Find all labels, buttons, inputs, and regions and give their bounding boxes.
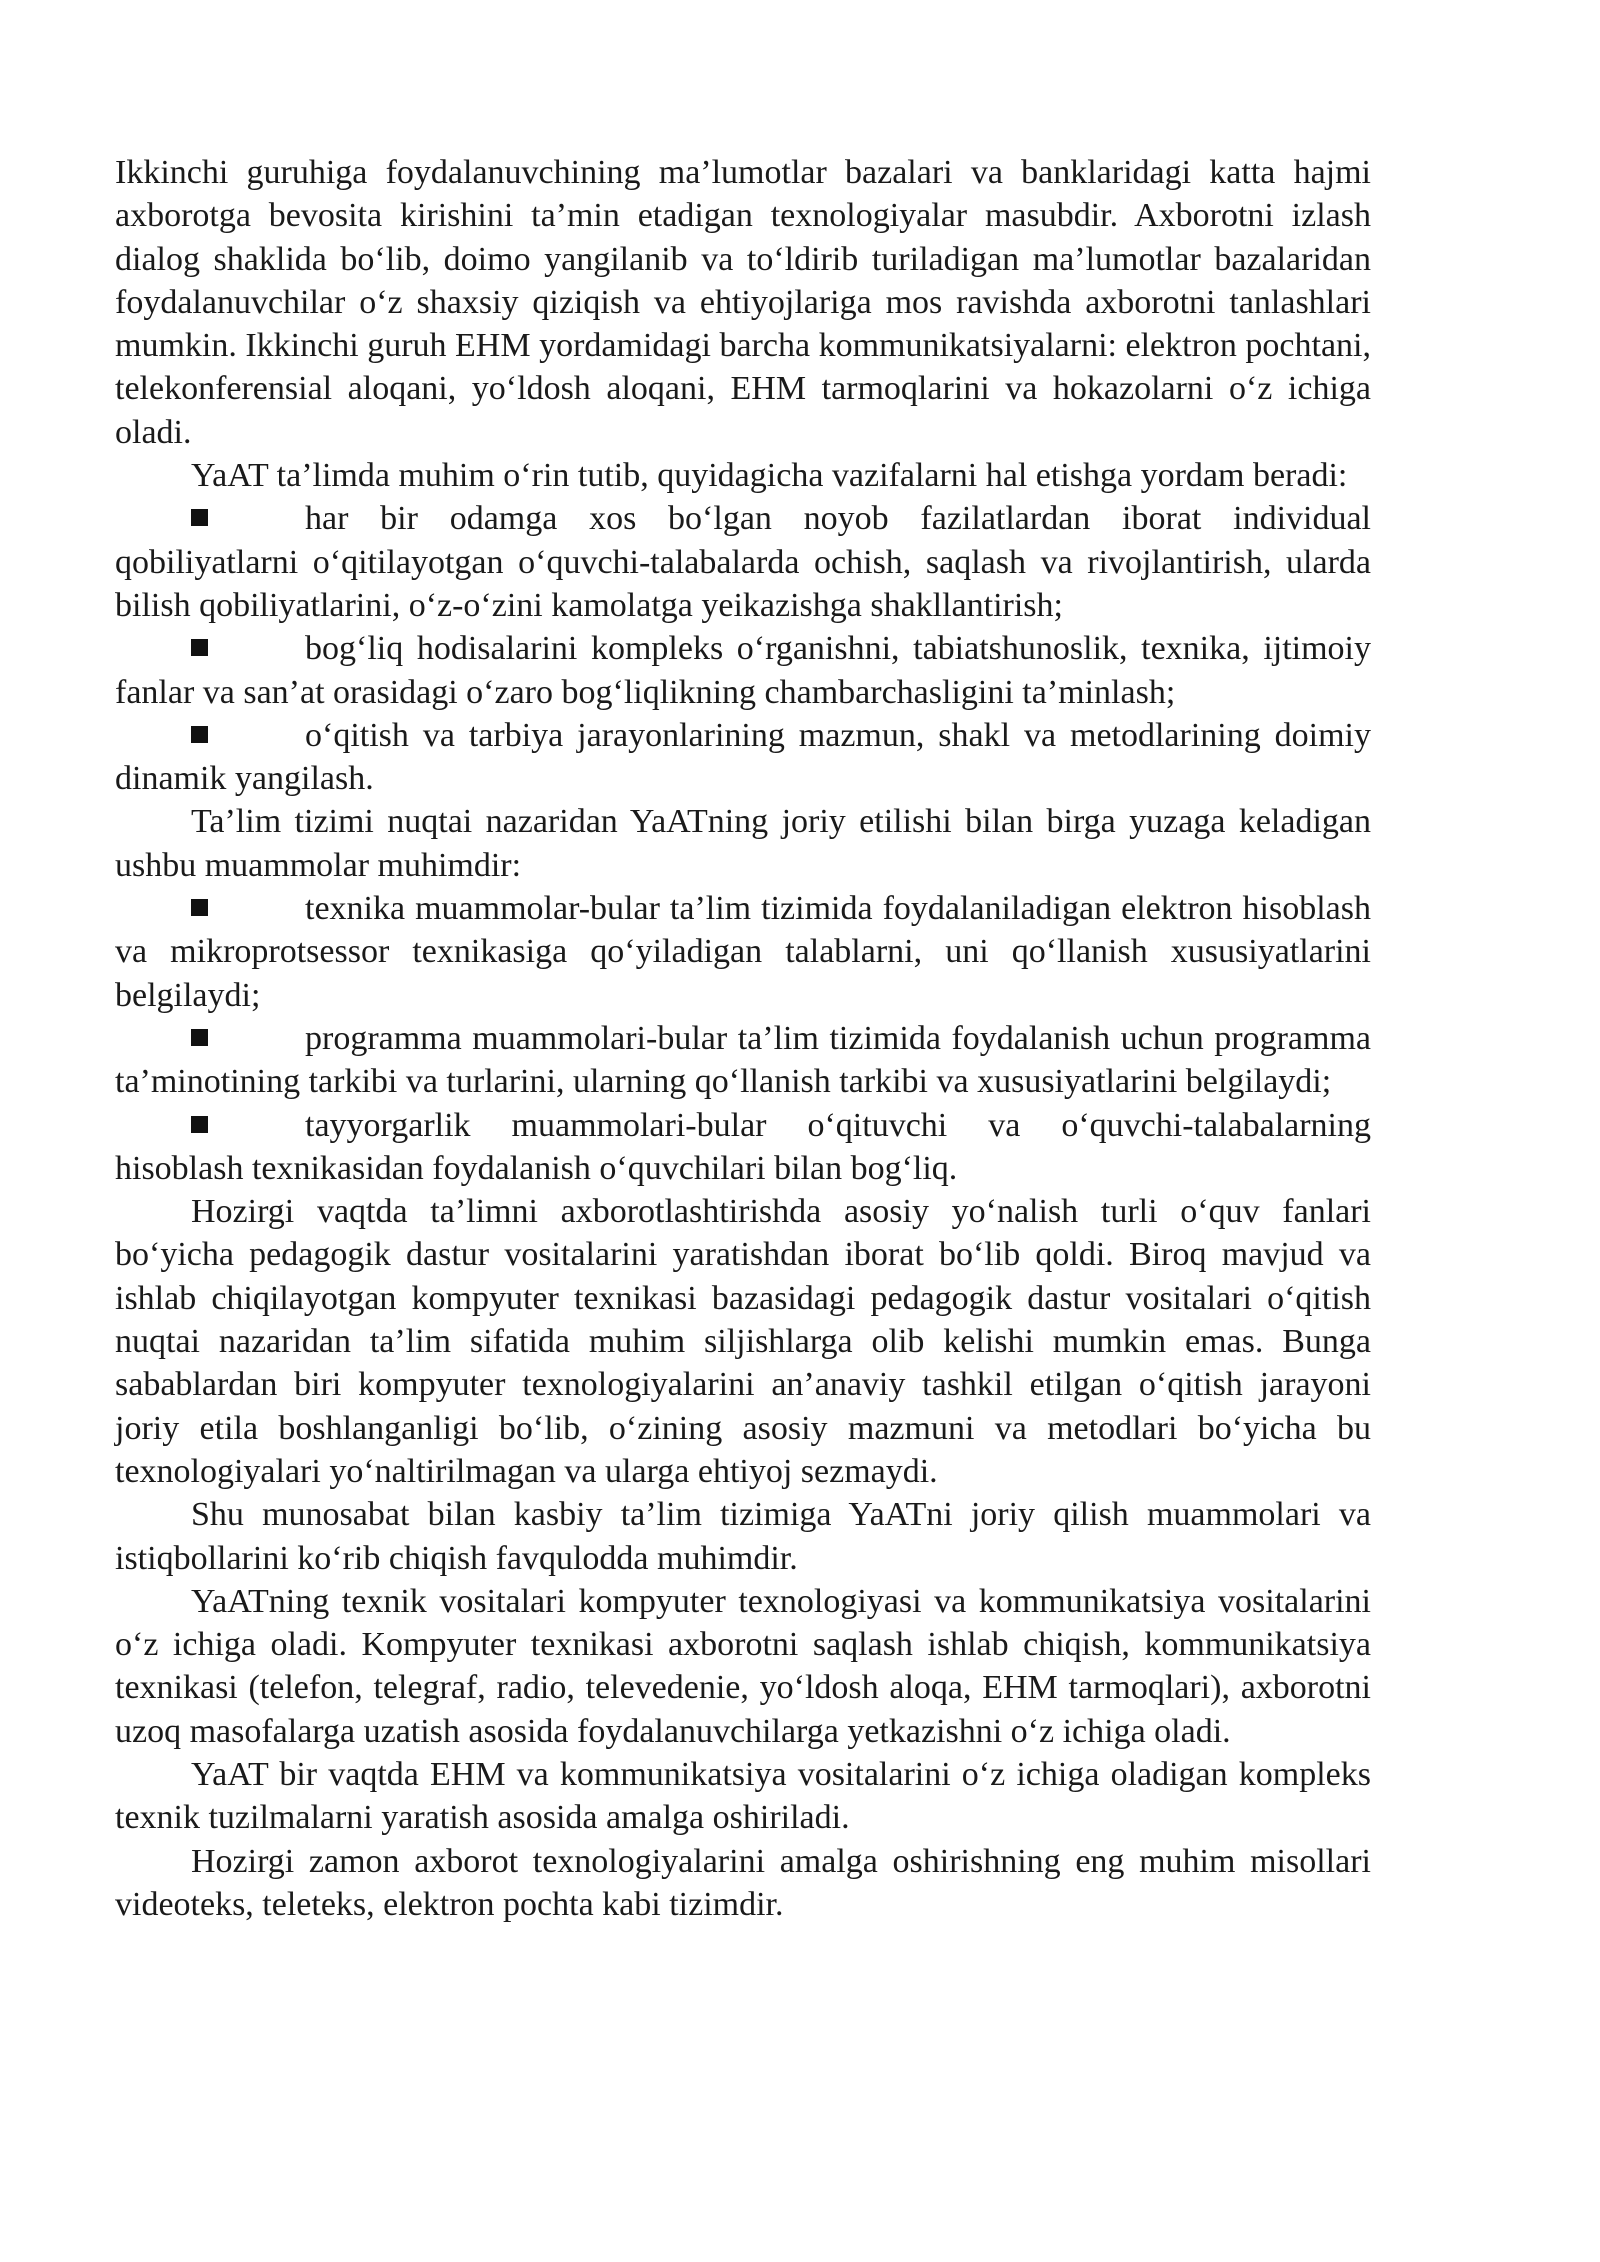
square-bullet-icon — [191, 726, 208, 743]
bullet-text: texnika muammolar-bular ta’lim tizimida foydalaniladigan elektron hisoblash va mikroprotsessor texnikasiga qo‘yiladigan talablarni, uni qo‘llanish xususiyatlarini belgilaydi; — [115, 890, 1371, 1014]
paragraph-4: Hozirgi vaqtda ta’limni axborotlashtirishda asosiy yo‘nalish turli o‘quv fanlari bo‘yicha pedagogik dastur vositalarini yaratishdan iborat bo‘lib qoldi. Biroq mavjud va ishlab chiqilayotgan kompyuter texnikasi bazasidagi pedagogik dastur vositalari o‘qitish nuqtai nazaridan ta’lim sifatida muhim siljishlarga olib kelishi mumkin emas. Bunga sabablardan biri kompyuter texnologiyalarini an’anaviy tashkil etilgan o‘qitish jarayoni joriy etila boshlanganligi bo‘lib, o‘zining asosiy mazmuni va metodlari bo‘yicha bu texnologiyalari yo‘naltirilmagan va ularga ehtiyoj sezmaydi. — [115, 1193, 1371, 1490]
square-bullet-icon — [191, 509, 208, 526]
paragraph-6: YaATning texnik vositalari kompyuter texnologiyasi va kommunikatsiya vositalarini o‘z ichiga oladi. Kompyuter texnikasi axborotni saqlash ishlab chiqish, kommunikatsiya texnikasi (telefon, telegraf, radio, televedenie, yo‘ldosh aloqa, EHM tarmoqlari), axborotni uzoq masofalarga uzatish asosida foydalanuvchilarga yetkazishni o‘z ichiga oladi. — [115, 1582, 1371, 1750]
bullet-text: bog‘liq hodisalarini kompleks o‘rganishni, tabiatshunoslik, texnika, ijtimoiy fanlar va san’at orasidagi o‘zaro bog‘liqlikning chambarchasligini ta’minlash; — [115, 630, 1371, 711]
square-bullet-icon — [191, 1029, 208, 1046]
bullet-text: o‘qitish va tarbiya jarayonlarining mazmun, shakl va metodlarining doimiy dinamik yangilash. — [115, 716, 1371, 798]
paragraph-3: Ta’lim tizimi nuqtai nazaridan YaATning joriy etilishi bilan birga yuzaga keladigan ushbu muammolar muhimdir: — [115, 803, 1371, 884]
bullet-item-1 — [115, 497, 1371, 627]
paragraph-1: Ikkinchi guruhiga foydalanuvchining ma’lumotlar bazalari va banklaridagi katta hajmi axborotga bevosita kirishini ta’min etadigan texnologiyalar masubdir. Axborotni izlash dialog shaklida bo‘lib, doimo yangilanib va to‘ldirib turiladigan ma’lumotlar bazalaridan foydalanuvchilar o‘z shaxsiy qiziqish va ehtiyojlariga mos ravishda axborotni tanlashlari mumkin. Ikkinchi guruh EHM yordamidagi barcha kommunikatsiyalarni: elektron pochtani, telekonferensial aloqani, yo‘ldosh aloqani, EHM tarmoqlarini va hokazolarni o‘z ichiga oladi. — [115, 154, 1371, 451]
square-bullet-icon — [191, 1116, 208, 1133]
square-bullet-icon — [191, 899, 208, 916]
document-page — [115, 151, 1371, 1926]
paragraph-2: YaAT ta’limda muhim o‘rin tutib, quyidagicha vazifalarni hal etishga yordam beradi: — [191, 457, 1348, 495]
paragraph-7: YaAT bir vaqtda EHM va kommunikatsiya vositalarini o‘z ichiga oladigan kompleks texnik tuzilmalarni yaratish asosida amalga oshiriladi. — [115, 1755, 1371, 1837]
paragraph-5: Shu munosabat bilan kasbiy ta’lim tizimiga YaATni joriy qilish muammolari va istiqbollarini ko‘rib chiqish favqulodda muhimdir. — [115, 1496, 1371, 1577]
bullet-item-3 — [115, 714, 1371, 801]
bullet-item-5 — [115, 1017, 1371, 1104]
bullet-item-6 — [115, 1104, 1371, 1191]
paragraph-8: Hozirgi zamon axborot texnologiyalarini amalga oshirishning eng muhim misollari videoteks, teleteks, elektron pochta kabi tizimdir. — [115, 1842, 1371, 1923]
bullet-text: tayyorgarlik muammolari-bular o‘qituvchi va o‘quvchi-talabalarning hisoblash texnikasidan foydalanish o‘quvchilari bilan bog‘liq. — [115, 1106, 1371, 1187]
bullet-item-2 — [115, 627, 1371, 714]
square-bullet-icon — [191, 639, 208, 656]
bullet-text: har bir odamga xos bo‘lgan noyob fazilatlardan iborat individual qobiliyatlarni o‘qitilayotgan o‘quvchi-talabalarda ochish, saqlash va rivojlantirish, ularda bilish qobiliyatlarini, o‘z-o‘zini kamolatga yeikazishga shakllantirish; — [115, 500, 1371, 624]
bullet-item-4 — [115, 887, 1371, 1017]
bullet-text: programma muammolari-bular ta’lim tizimida foydalanish uchun programma ta’minotining tarkibi va turlarini, ularning qo‘llanish tarkibi va xususiyatlarini belgilaydi; — [115, 1019, 1371, 1101]
